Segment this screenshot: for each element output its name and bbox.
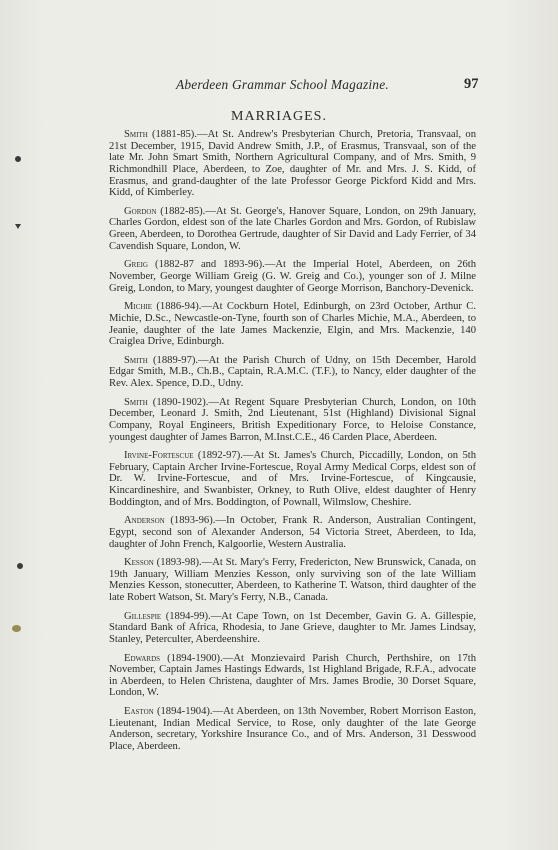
entry-surname: Easton xyxy=(124,706,154,718)
running-header xyxy=(0,77,558,95)
entry-surname: Smith xyxy=(124,129,148,140)
marriage-entry xyxy=(109,129,476,199)
marriages-list xyxy=(109,129,476,760)
entry-surname: Irvine-Fortescue xyxy=(124,450,194,462)
entry-text: (1890-1902).—At Regent Square Presbyterian Church, London, on 10th December, Leonard J. Smith, 2nd Lieutenant, 51st (Highland) Divisional Signal Company, Royal Engineers, British Expeditionary Force, to Heloise Constance, youngest daughter of James Barron, M.Inst.C.E., 46 Carden Place, Aberdeen. xyxy=(109,396,476,443)
marriage-entry xyxy=(109,259,476,294)
marriage-entry xyxy=(109,450,476,508)
entry-surname: Edwards xyxy=(124,652,161,664)
marriage-entry xyxy=(109,397,476,444)
entry-surname: Gordon xyxy=(124,205,157,217)
entry-text: (1893-98).—At St. Mary's Ferry, Fredericton, New Brunswick, Canada, on 19th January, William Menzies Kesson, only surviving son of the late William Menzies Kesson, stonecutter, Aberdeen, to Katherine T. Watson, third daughter of the late Robert Watson, St. Mary's Ferry, N.B., Canada. xyxy=(109,557,476,604)
marriage-entry xyxy=(109,515,476,550)
margin-ink-mark xyxy=(15,156,21,162)
entry-surname: Gillespie xyxy=(124,610,162,622)
marriage-entry xyxy=(109,301,476,348)
marriage-entry xyxy=(109,706,476,753)
section-heading: MARRIAGES. xyxy=(231,109,327,124)
entry-surname: Michie xyxy=(124,301,153,313)
entry-text: (1882-87 and 1893-96).—At the Imperial Hotel, Aberdeen, on 26th November, George William Greig (G. W. Greig and Co.), younger son of J. Milne Greig, London, to Mary, youngest daughter of George Morrison, Banchory-Devenick. xyxy=(109,259,476,294)
entry-surname: Smith xyxy=(124,354,148,366)
margin-ink-mark xyxy=(15,224,21,229)
page-number: 97 xyxy=(464,76,479,92)
margin-ink-mark xyxy=(17,563,23,569)
entry-text: (1892-97).—At St. James's Church, Piccadilly, London, on 5th February, Captain Archer Irvine-Fortescue, Royal Army Medical Corps, eldest son of Dr. W. Irvine-Fortescue, and of Mrs. Irvine-Fortescue, of Kingcausie, Kincardineshire, and Swanbister, Orkney, to Ruth Olive, eldest daughter of Henry Boddington, and of Mrs. Boddington, of Pownall, Wilmslow, Cheshire. xyxy=(109,450,476,508)
marriage-entry xyxy=(109,557,476,604)
marriage-entry xyxy=(109,206,476,253)
entry-text: (1893-96).—In October, Frank R. Anderson, Australian Contingent, Egypt, second son of Alexander Anderson, 54 Victoria Street, Aberdeen, to Ida, daughter of John French, Kalgoorlie, Western Australia. xyxy=(109,515,476,550)
entry-text: (1881-85).—At St. Andrew's Presbyterian Church, Pretoria, Transvaal, on 21st December, 1915, David Andrew Smith, J.P., of Erasmus, Transvaal, son of the late Mr. John Smart Smith, Northern Agricultural Company, and of Mrs. Smith, 9 Richmondhill Place, Aberdeen, to Zoe, daughter of Mr. and Mrs. J. S. Kidd, of Erasmus, and grand-daughter of the late Professor George Pickford Kidd and Mrs. Kidd, of Kimberley. xyxy=(109,129,476,199)
marriage-entry xyxy=(109,653,476,700)
marriage-entry xyxy=(109,355,476,390)
entry-surname: Anderson xyxy=(124,515,165,527)
entry-text: (1882-85).—At St. George's, Hanover Square, London, on 29th January, Charles Gordon, eldest son of the late Charles Gordon and Mrs. Gordon, of Rubislaw Green, Aberdeen, to Dorothea Gertrude, daughter of Sir David and Lady Ferrier, of 34 Cavendish Square, London, W. xyxy=(109,205,476,252)
entry-text: (1894-99).—At Cape Town, on 1st December, Gavin G. A. Gillespie, Standard Bank of Africa, Rhodesia, to Jane Grieve, daughter to Mr. James Lindsay, Stanley, Peterculter, Aberdeenshire. xyxy=(109,610,476,645)
marriage-entry xyxy=(109,611,476,646)
entry-text: (1894-1900).—At Monzievaird Parish Church, Perthshire, on 17th November, Captain James Hastings Edwards, 1st Highland Brigade, R.F.A., advocate in Aberdeen, to Helen Christena, daughter of Mrs. James Brodie, 30 Dorset Square, London, W. xyxy=(109,652,476,699)
margin-stain-mark xyxy=(12,625,21,632)
entry-surname: Greig xyxy=(124,259,148,271)
entry-surname: Kesson xyxy=(124,557,154,569)
entry-text: (1886-94).—At Cockburn Hotel, Edinburgh, on 23rd October, Arthur C. Michie, D.Sc., Newcastle-on-Tyne, fourth son of Charles Michie, M.A., Aberdeen, to Jeanie, daughter of the late James Mackenzie, Elgin, and Mrs. Mackenzie, 140 Craiglea Drive, Edinburgh. xyxy=(109,301,476,348)
entry-surname: Smith xyxy=(124,396,148,408)
entry-text: (1889-97).—At the Parish Church of Udny, on 15th December, Harold Edgar Smith, M.B., Ch.B., Captain, R.A.M.C. (T.F.), to Nancy, elder daughter of the Rev. Alex. Spence, D.D., Udny. xyxy=(109,354,476,390)
entry-text: (1894-1904).—At Aberdeen, on 13th November, Robert Morrison Easton, Lieutenant, Indian Medical Service, to Rose, only daughter of the late George Anderson, secretary, Yorkshire Insurance Co., and of Mrs. Anderson, 31 Desswood Place, Aberdeen. xyxy=(109,706,476,752)
magazine-title: Aberdeen Grammar School Magazine. xyxy=(176,77,389,92)
